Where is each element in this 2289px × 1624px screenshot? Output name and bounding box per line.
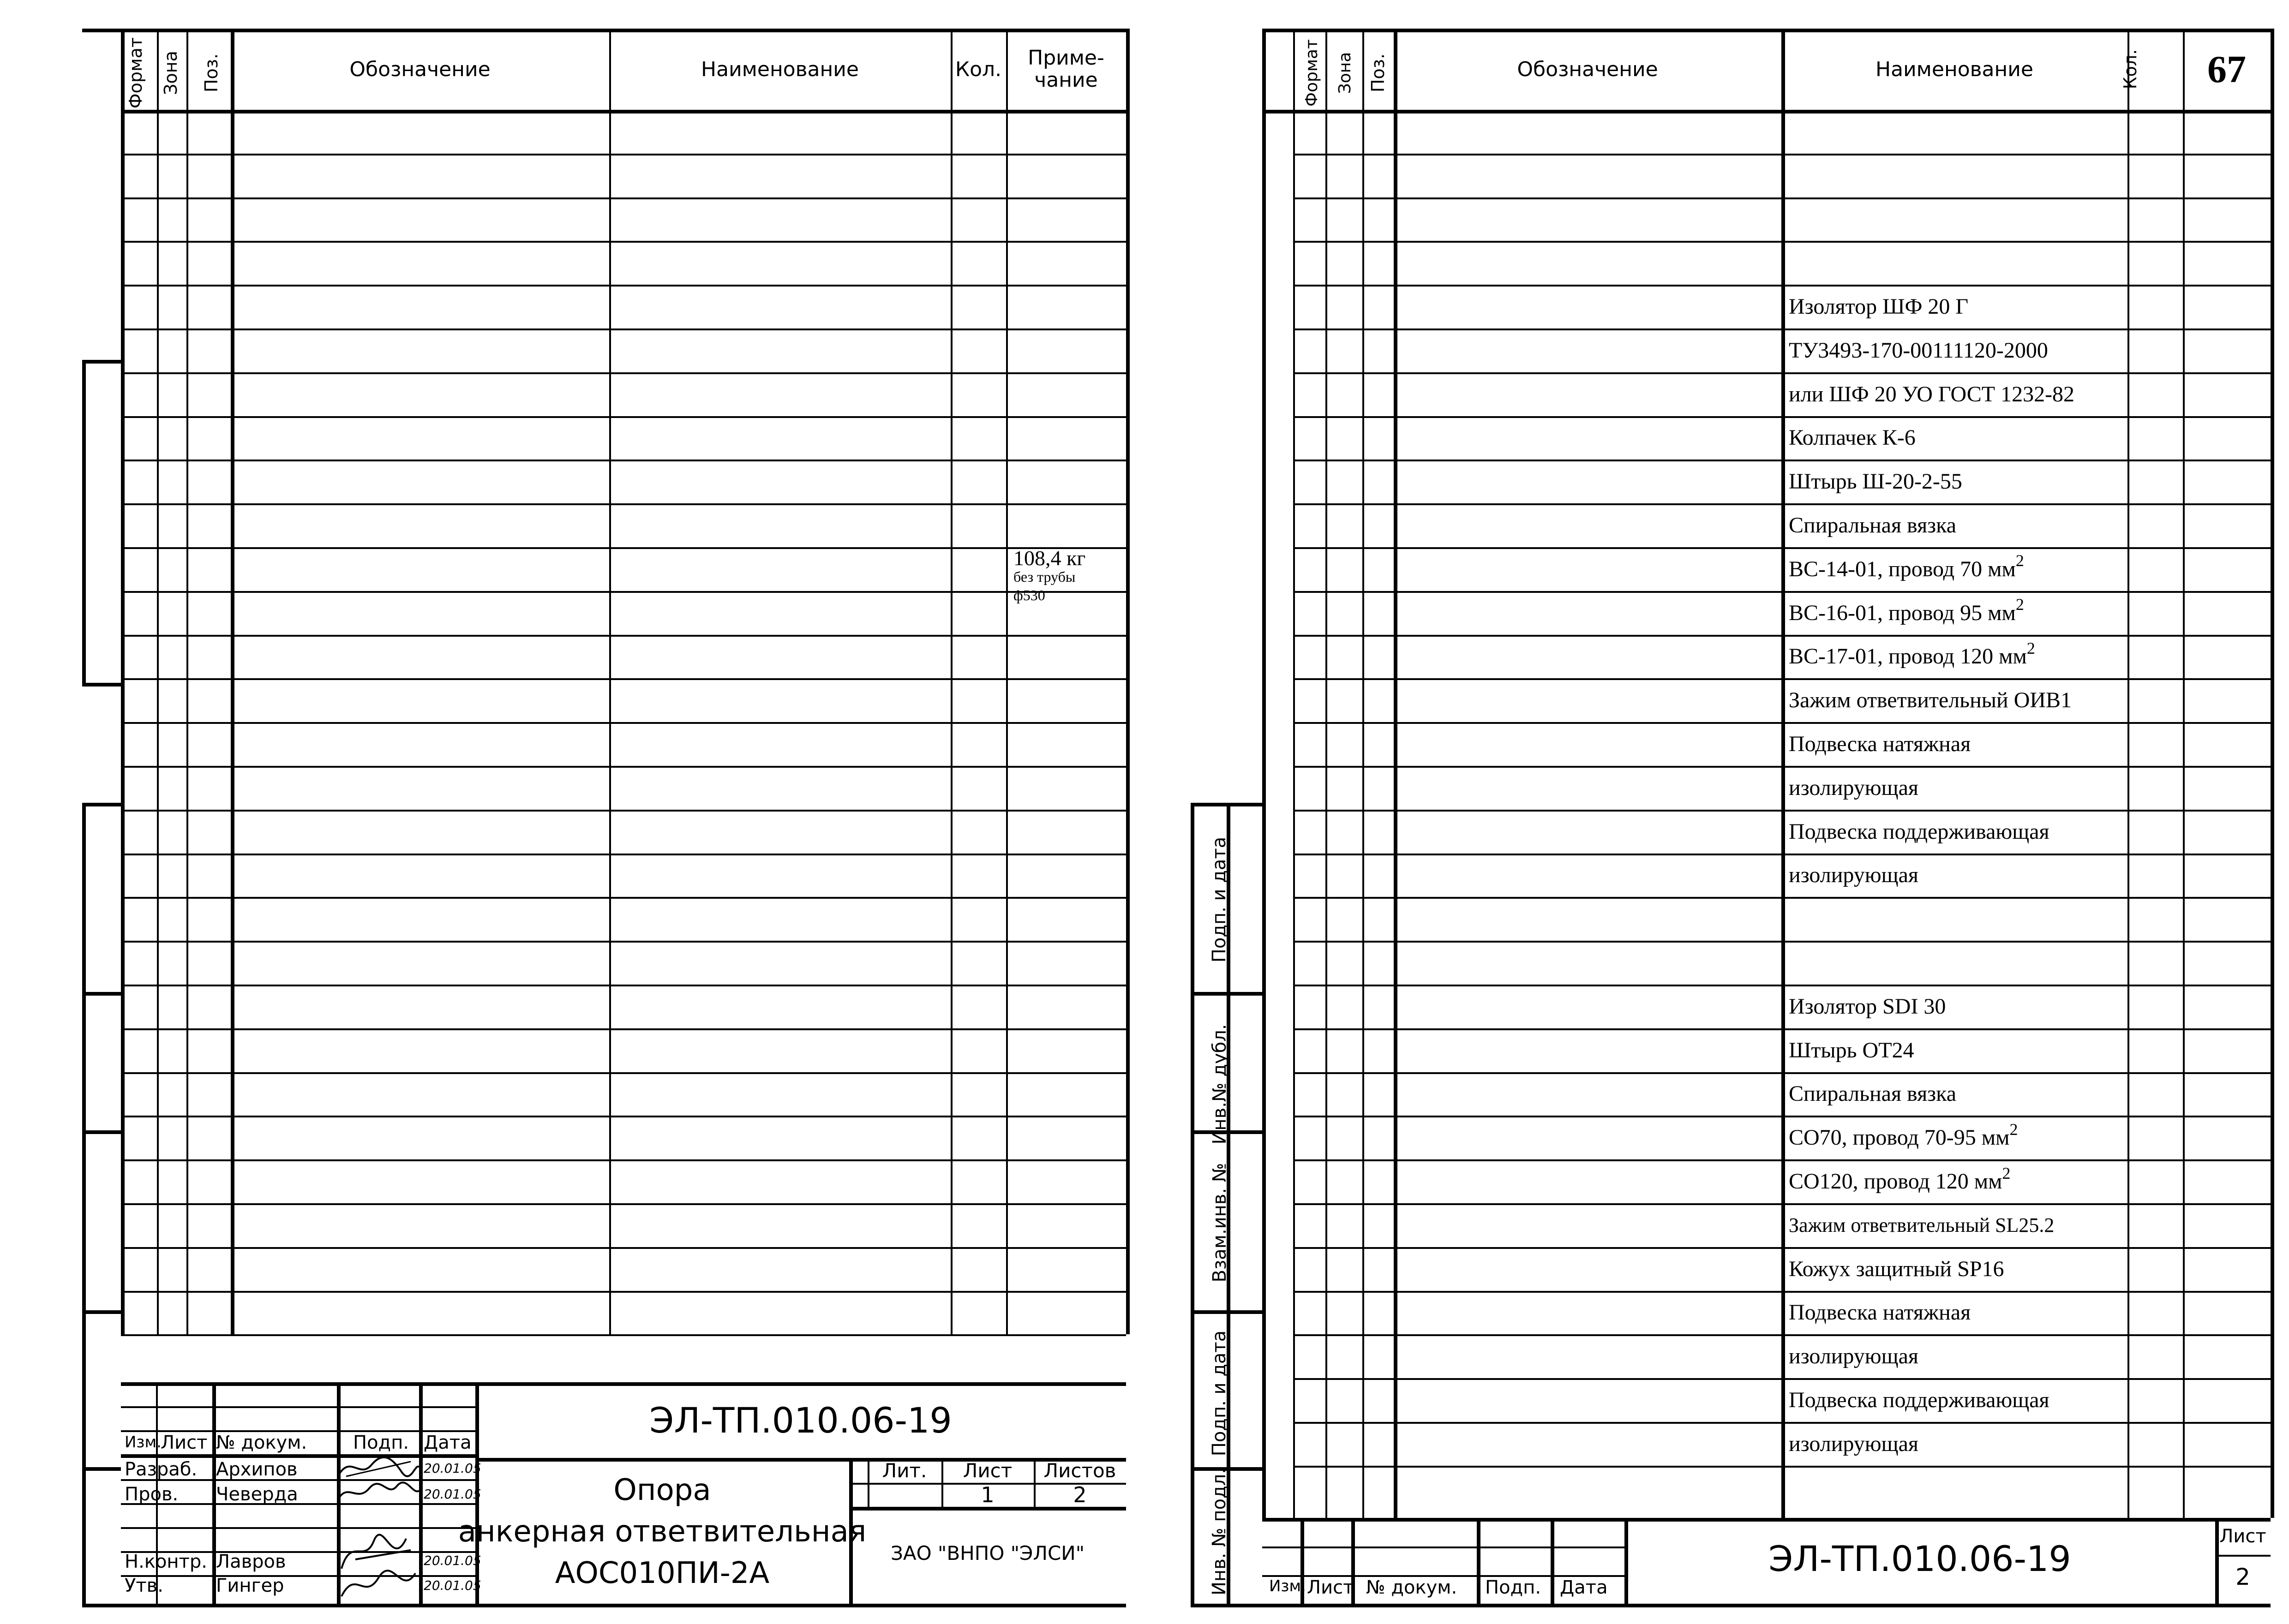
cell-qty: [2127, 766, 2183, 810]
grid-line: [1034, 1458, 1036, 1507]
cell-designation: [231, 416, 609, 460]
header-note-line1: Приме-: [1028, 46, 1104, 70]
role-nkontr: Н.контр.: [125, 1551, 207, 1572]
name-utv: Гингер: [216, 1575, 284, 1596]
grid-line: [121, 1604, 1126, 1607]
cell-name: [1781, 985, 2127, 1028]
role-prov: Пров.: [125, 1484, 179, 1505]
grid-line: [1191, 1604, 1262, 1607]
cell-format: [117, 547, 157, 591]
grid-line: [82, 1604, 121, 1607]
page-number: 67: [2207, 48, 2246, 91]
cell-name: [1781, 1203, 2127, 1247]
section-heading: [1781, 110, 2127, 154]
grid-line: [121, 854, 1126, 855]
header-note: [1006, 29, 1126, 110]
cell-name: [1781, 678, 2127, 722]
listov-value: 2: [1073, 1482, 1087, 1507]
cell-pos: [1359, 985, 1394, 1028]
cell-note: [1006, 1203, 1126, 1247]
superscript: 2: [2026, 639, 2035, 657]
cell-pos: [1359, 503, 1394, 547]
cell-designation: [1394, 810, 1781, 854]
grid-line: [1191, 1310, 1262, 1314]
cell-format: [117, 460, 157, 503]
cell-name-text: Подвеска поддерживающая: [1789, 1388, 2049, 1413]
grid-line: [82, 992, 121, 996]
stamp-doc-code: ЭЛ-ТП.010.06-19: [1768, 1538, 2071, 1579]
cell-designation: [1394, 1378, 1781, 1422]
section-heading: [609, 154, 951, 197]
cell-note: [2183, 1203, 2271, 1247]
grid-line: [1262, 1546, 1624, 1548]
cell-qty: [951, 1159, 1006, 1203]
grid-line: [1293, 29, 1295, 1518]
grid-line: [1300, 1518, 1304, 1604]
header-qty: Кол.: [2120, 49, 2140, 90]
stamp-hdr-ndoc: № докум.: [1366, 1577, 1457, 1598]
cell-name: [1781, 1422, 2127, 1466]
cell-pos: [1359, 285, 1394, 328]
company-name: ЗАО "ВНПО "ЭЛСИ": [890, 1541, 1085, 1564]
cell-pos: [186, 416, 231, 460]
cell-qty: [951, 1247, 1006, 1291]
side-inv-podl: Инв. № подл.: [1209, 1468, 1230, 1595]
cell-pos: [186, 897, 231, 941]
grid-line: [121, 1382, 1126, 1386]
section-heading: [609, 635, 951, 679]
cell-qty: [951, 985, 1006, 1028]
cell-name: [609, 503, 951, 547]
cell-name: [1781, 1072, 2127, 1116]
grid-line: [121, 591, 1126, 593]
cell-name: [609, 897, 951, 941]
grid-line: [2183, 29, 2185, 1518]
stamp-hdr-list: Лист: [1307, 1577, 1354, 1598]
cell-pos: [186, 1072, 231, 1116]
cell-note: [1006, 503, 1126, 547]
grid-line: [121, 372, 1126, 374]
grid-line: [1551, 1518, 1554, 1604]
cell-format: [117, 241, 157, 285]
grid-line: [82, 683, 121, 687]
grid-line: [1191, 1467, 1262, 1471]
grid-line: [121, 29, 125, 1334]
cell-name: [1781, 1378, 2127, 1422]
section-heading: [609, 810, 951, 854]
cell-note: [1006, 1072, 1126, 1116]
variant-heading: [1781, 897, 2127, 941]
cell-designation: [231, 241, 609, 285]
cell-pos: [1359, 460, 1394, 503]
header-designation: Обозначение: [1517, 57, 1658, 81]
cell-name: [1781, 328, 2127, 372]
cell-pos: [1359, 1247, 1394, 1291]
cell-name-text: Штырь ОТ24: [1789, 1038, 1914, 1063]
cell-name: [1781, 460, 2127, 503]
side-vzam-inv: Взам.инв. №: [1209, 1163, 1230, 1283]
grid-line: [2271, 29, 2274, 1518]
cell-name-text: ВС-17-01, провод 120 мм: [1789, 644, 2027, 669]
cell-name: [609, 1291, 951, 1335]
stamp-hdr-data: Дата: [1560, 1577, 1608, 1598]
cell-pos: [1359, 678, 1394, 722]
title-doc-code: ЭЛ-ТП.010.06-19: [649, 1399, 952, 1441]
grid-line: [82, 803, 86, 1606]
grid-line: [475, 1382, 479, 1604]
cell-qty: [2127, 460, 2183, 503]
cell-note: [2183, 1116, 2271, 1159]
date-razrab: 20.01.05: [424, 1461, 481, 1476]
cell-note: [2183, 328, 2271, 372]
cell-name: [609, 941, 951, 985]
grid-line: [1191, 803, 1262, 806]
header-note-line2: чание: [1034, 68, 1098, 92]
cell-name: [609, 1247, 951, 1291]
cell-qty: [951, 722, 1006, 766]
cell-qty: [2127, 1422, 2183, 1466]
superscript: 2: [2015, 551, 2024, 570]
grid-line: [1126, 29, 1130, 1334]
cell-note: [2183, 416, 2271, 460]
cell-name-text: ВС-14-01, провод 70 мм: [1789, 556, 2016, 581]
cell-name: [1781, 854, 2127, 897]
cell-qty: [2127, 985, 2183, 1028]
cell-qty: [2127, 1247, 2183, 1291]
cell-pos: [1359, 722, 1394, 766]
cell-pos: [186, 985, 231, 1028]
grid-line: [1262, 1575, 1624, 1577]
date-utv: 20.01.05: [424, 1578, 481, 1593]
stamp-hdr-podp: Подп.: [1485, 1577, 1541, 1598]
cell-name: [1781, 372, 2127, 416]
cell-name: [609, 1159, 951, 1203]
cell-name-text: Зажим ответвительный ОИВ1: [1789, 688, 2072, 713]
cell-note: [1006, 1291, 1126, 1335]
superscript: 2: [2002, 1164, 2011, 1182]
cell-pos: [186, 1028, 231, 1072]
cell-qty: [2127, 372, 2183, 416]
date-nkontr: 20.01.05: [424, 1553, 481, 1568]
list-label: Лист: [963, 1459, 1013, 1482]
cell-pos: [186, 1291, 231, 1335]
cell-note: [2183, 372, 2271, 416]
header-name: Наименование: [1876, 57, 2033, 81]
grid-line: [1477, 1518, 1480, 1604]
grid-line: [1351, 1518, 1355, 1604]
cell-name-text: СО70, провод 70-95 мм: [1789, 1125, 2010, 1150]
grid-line: [156, 1382, 158, 1604]
grid-line: [1624, 1518, 1628, 1604]
cell-name-text: Спиральная вязка: [1789, 513, 1956, 538]
grid-line: [82, 1130, 121, 1134]
cell-designation: [231, 460, 609, 503]
cell-name: [609, 1028, 951, 1072]
cell-designation: [231, 547, 609, 591]
cell-name: [1781, 722, 2127, 766]
cell-note-line: ф530: [1013, 587, 1045, 603]
hdr-data: Дата: [424, 1432, 472, 1453]
role-razrab: Разраб.: [125, 1459, 198, 1480]
cell-designation: [1394, 1291, 1781, 1335]
cell-qty: [951, 1203, 1006, 1247]
cell-name: [1781, 810, 2127, 854]
title-name-line3: АОС010ПИ-2А: [555, 1556, 770, 1590]
grid-line: [475, 1458, 1126, 1462]
cell-note: [1006, 1159, 1126, 1203]
cell-name-text: изолирующая: [1789, 863, 1918, 888]
cell-qty: [2127, 854, 2183, 897]
header-pos: Поз.: [201, 53, 222, 93]
grid-line: [941, 1458, 943, 1507]
section-heading: [609, 328, 951, 372]
cell-name-text: или ШФ 20 УО ГОСТ 1232-82: [1789, 382, 2075, 406]
cell-note: [1006, 722, 1126, 766]
header-pos: Поз.: [1368, 53, 1388, 93]
signature-prov: [337, 1479, 420, 1505]
cell-qty: [2127, 678, 2183, 722]
grid-line: [849, 1458, 853, 1604]
grid-line: [82, 360, 86, 683]
cell-name: [1781, 1247, 2127, 1291]
cell-name-text: Зажим ответвительный SL25.2: [1789, 1213, 2055, 1236]
variant-origin: [1781, 941, 2127, 985]
listov-label: Листов: [1043, 1459, 1116, 1482]
name-prov: Чеверда: [216, 1484, 298, 1505]
cell-pos: [186, 1203, 231, 1247]
role-utv: Утв.: [125, 1575, 163, 1596]
list-value: 1: [981, 1482, 995, 1507]
cell-name: [1781, 1291, 2127, 1335]
grid-line: [2215, 1518, 2219, 1604]
cell-note: [2183, 1159, 2271, 1203]
section-heading: [1781, 154, 2127, 197]
cell-name-text: Изолятор SDI 30: [1789, 994, 1946, 1019]
cell-qty: [951, 941, 1006, 985]
cell-pos: [186, 547, 231, 591]
grid-line: [121, 1334, 1126, 1336]
cell-name-text: СО120, провод 120 мм: [1789, 1169, 2002, 1194]
side-inv-dubl: Инв.№ дубл.: [1209, 1024, 1230, 1145]
cell-pos: [1359, 1203, 1394, 1247]
cell-name-text: изолирующая: [1789, 775, 1918, 800]
cell-qty: [951, 1028, 1006, 1072]
grid-line: [419, 1382, 423, 1604]
cell-qty: [951, 503, 1006, 547]
superscript: 2: [2015, 595, 2024, 614]
cell-note: [2183, 1247, 2271, 1291]
grid-line: [82, 360, 121, 364]
cell-note-line: без трубы: [1013, 568, 1076, 585]
grid-line: [82, 1467, 121, 1471]
spec-sheet-2: [1144, 0, 2289, 1620]
cell-name: [609, 1072, 951, 1116]
cell-pos: [186, 1247, 231, 1291]
cell-name-text: Штырь Ш-20-2-55: [1789, 469, 1962, 494]
cell-note: [1006, 547, 1126, 613]
grid-line: [212, 1382, 216, 1604]
cell-pos: [186, 503, 231, 547]
cell-name: [609, 985, 951, 1028]
grid-line: [1262, 1604, 2271, 1607]
header-zone: Зона: [161, 51, 181, 95]
date-prov: 20.01.05: [424, 1487, 481, 1502]
grid-line: [1006, 29, 1008, 1334]
cell-name: [1781, 1334, 2127, 1378]
cell-note: [2183, 460, 2271, 503]
cell-note: [1006, 460, 1126, 503]
grid-line: [121, 197, 1126, 199]
hdr-podp: Подп.: [353, 1432, 409, 1453]
cell-name-text: Колпачек К-6: [1789, 425, 1916, 450]
title-name-line2: анкерная ответвительная: [458, 1515, 867, 1549]
cell-name-text: изолирующая: [1789, 1431, 1918, 1456]
cell-pos: [1359, 810, 1394, 854]
cell-qty: [2127, 1028, 2183, 1072]
cell-name: [1781, 503, 2127, 547]
cell-note: [1006, 1247, 1126, 1291]
header-format: Формат: [126, 37, 146, 109]
cell-name: [609, 241, 951, 285]
grid-line: [1227, 803, 1230, 1606]
cell-qty: [951, 416, 1006, 460]
side-podp-data-top: Подп. и дата: [1209, 836, 1230, 963]
cell-pos: [186, 1116, 231, 1159]
grid-line: [1325, 29, 1327, 1518]
cell-qty: [951, 460, 1006, 503]
cell-name: [609, 722, 951, 766]
grid-line: [2215, 1555, 2271, 1557]
grid-line: [1262, 29, 1266, 1518]
superscript: 2: [2009, 1120, 2018, 1139]
cell-name: [1781, 416, 2127, 460]
cell-name: [609, 460, 951, 503]
hdr-list: Лист: [161, 1432, 208, 1453]
grid-line: [82, 803, 121, 806]
cell-name: [609, 547, 951, 591]
grid-line: [1191, 992, 1262, 996]
cell-name: [609, 416, 951, 460]
cell-designation: [1394, 722, 1781, 766]
grid-line: [121, 678, 1126, 680]
cell-note: [2183, 678, 2271, 722]
header-format: Формат: [1302, 39, 1321, 107]
grid-line: [849, 1507, 1126, 1511]
cell-pos: [1359, 1291, 1394, 1335]
cell-name: [1781, 547, 2127, 591]
grid-line: [121, 285, 1126, 287]
cell-designation: [231, 503, 609, 547]
cell-format: [117, 416, 157, 460]
cell-qty: [2127, 1334, 2183, 1378]
cell-qty: [2127, 1203, 2183, 1247]
cell-note: [1006, 941, 1126, 985]
cell-pos: [1359, 1028, 1394, 1072]
cell-name: [1781, 1159, 2127, 1203]
cell-name-text: Подвеска натяжная: [1789, 732, 1971, 757]
hdr-izm: Изм.: [125, 1433, 162, 1451]
name-razrab: Архипов: [216, 1459, 298, 1480]
lit-label: Лит.: [882, 1459, 927, 1482]
cell-pos: [186, 722, 231, 766]
grid-line: [337, 1382, 341, 1604]
cell-pos: [186, 460, 231, 503]
cell-name-text: Кожух защитный SP16: [1789, 1256, 2004, 1281]
grid-line: [849, 1483, 1126, 1485]
grid-line: [231, 29, 234, 1334]
cell-note-line: 108,4 кг: [1013, 547, 1086, 570]
cell-name: [1781, 766, 2127, 810]
cell-qty: [2127, 503, 2183, 547]
cell-format: [117, 503, 157, 547]
cell-name-text: изолирующая: [1789, 1344, 1918, 1369]
spec-sheet-1: [0, 0, 1144, 1620]
cell-note: [1006, 416, 1126, 460]
cell-pos: [1359, 1378, 1394, 1422]
grid-line: [121, 766, 1126, 768]
cell-designation: [231, 722, 609, 766]
grid-line: [951, 29, 953, 1334]
cell-note: [1006, 1028, 1126, 1072]
grid-line: [82, 1310, 121, 1314]
header-zone: Зона: [1335, 52, 1354, 94]
cell-note: [1006, 985, 1126, 1028]
cell-name-text: Подвеска натяжная: [1789, 1300, 1971, 1325]
variant-origin: [1781, 241, 2127, 285]
grid-line: [121, 110, 1126, 113]
header-qty: Кол.: [955, 57, 1002, 81]
cell-pos: [1359, 1072, 1394, 1116]
grid-line: [1191, 1130, 1262, 1134]
cell-qty: [2127, 1072, 2183, 1116]
cell-note: [2183, 503, 2271, 547]
stamp-hdr-izm: Изм.: [1269, 1577, 1306, 1595]
cell-name-text: ВС-16-01, провод 95 мм: [1789, 600, 2016, 625]
side-podp-data-bottom: Подп. и дата: [1209, 1330, 1230, 1457]
cell-pos: [1359, 416, 1394, 460]
hdr-ndoc: № докум.: [216, 1432, 307, 1453]
cell-note: [2183, 985, 2271, 1028]
title-name-line1: Опора: [613, 1473, 711, 1507]
cell-qty: [951, 1291, 1006, 1335]
cell-name-text: ТУ3493-170-00111120-2000: [1789, 338, 2048, 363]
grid-line: [1191, 803, 1194, 1606]
cell-name-text: Подвеска поддерживающая: [1789, 819, 2049, 844]
header-name: Наименование: [701, 57, 859, 81]
cell-name-text: Изолятор ШФ 20 Г: [1789, 294, 1969, 319]
grid-line: [868, 1458, 869, 1507]
stamp-list-label: Лист: [2219, 1526, 2266, 1547]
cell-qty: [951, 547, 1006, 591]
cell-qty: [2127, 416, 2183, 460]
cell-name: [1781, 1028, 2127, 1072]
cell-qty: [951, 1072, 1006, 1116]
variant-heading: [1781, 197, 2127, 241]
cell-name: [1781, 591, 2127, 635]
cell-name: [609, 1203, 951, 1247]
grid-line: [157, 29, 159, 1334]
cell-name: [1781, 1116, 2127, 1159]
name-nkontr: Лавров: [216, 1551, 286, 1572]
cell-name: [1781, 635, 2127, 679]
cell-name-text: Спиральная вязка: [1789, 1081, 1956, 1106]
header-designation: Обозначение: [349, 57, 491, 81]
cell-name: [1781, 285, 2127, 328]
cell-name: [609, 1116, 951, 1159]
stamp-list-value: 2: [2235, 1564, 2250, 1590]
signature-utv: [337, 1569, 420, 1601]
